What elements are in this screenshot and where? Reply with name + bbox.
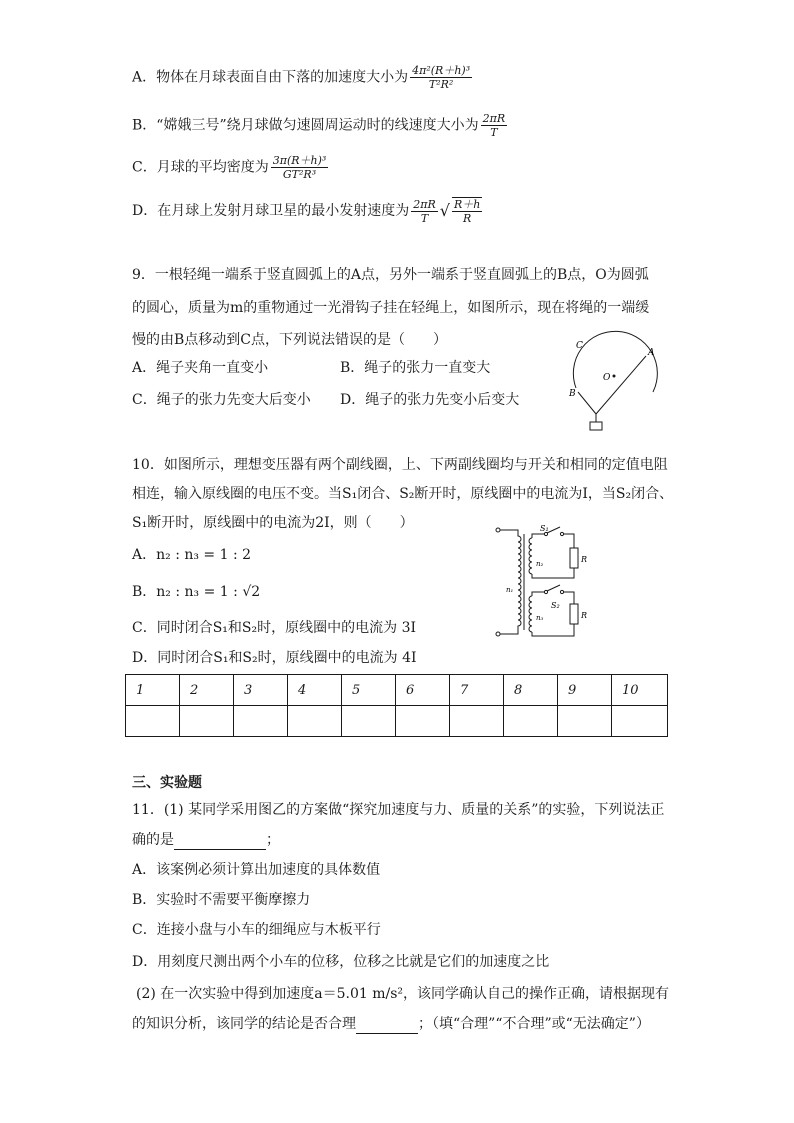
label-s2: S₂ bbox=[551, 601, 560, 610]
q8-option-b bbox=[132, 112, 509, 139]
answer-header-cell: 1 bbox=[126, 675, 180, 706]
q9-stem-line2: 的圆心，质量为m的重物通过一光滑钩子挂在轻绳上，如图所示，现在将绳的一端缓 bbox=[132, 300, 650, 316]
upper-wire-top-right bbox=[564, 534, 574, 548]
switch-s2-contact bbox=[560, 590, 563, 593]
lower-wire-top-right bbox=[564, 592, 574, 604]
answer-table bbox=[125, 674, 668, 737]
answer-cell[interactable] bbox=[396, 706, 450, 737]
lower-wire-bottom bbox=[532, 624, 574, 636]
q11-answer-blank-2[interactable] bbox=[356, 1019, 418, 1034]
q10-option-c: C．同时闭合S₁和S₂时，原线圈中的电流为 3I bbox=[132, 620, 417, 636]
label-n1: n₁ bbox=[506, 586, 514, 594]
label-r-upper: R bbox=[581, 555, 588, 564]
answer-cell[interactable] bbox=[450, 706, 504, 737]
q8-option-b-text: B．“嫦娥三号”绕月球做匀速圆周运动时的线速度大小为 bbox=[132, 117, 479, 134]
circular-arc bbox=[573, 331, 657, 392]
q11-option-b: B．实验时不需要平衡摩擦力 bbox=[132, 892, 311, 908]
q8-option-b-fraction: $\frac{2\pi R}{T}$ bbox=[482, 112, 506, 139]
answer-cell[interactable] bbox=[342, 706, 396, 737]
label-a: A bbox=[648, 348, 655, 358]
q8-option-d-fraction: $\frac{2\pi R}{T}$ bbox=[413, 197, 436, 225]
q10-option-d: D．同时闭合S₁和S₂时，原线圈中的电流为 4I bbox=[132, 650, 417, 666]
answer-cell[interactable] bbox=[558, 706, 612, 737]
answer-header-cell: 2 bbox=[180, 675, 234, 706]
q11-option-d: D．用刻度尺测出两个小车的位移，位移之比就是它们的加速度之比 bbox=[132, 954, 550, 970]
q8-option-d-root: $\frac{R+h}{R}$ bbox=[453, 198, 481, 225]
answer-header-cell: 7 bbox=[450, 675, 504, 706]
q8-option-a-fraction: $\frac{\text{4π²(R＋h)³}}{\text{T²R²}}$ bbox=[412, 64, 471, 91]
answer-header-cell: 8 bbox=[504, 675, 558, 706]
center-point bbox=[613, 375, 616, 378]
q9-option-d: D．绳子的张力先变小后变大 bbox=[340, 392, 520, 408]
q10-stem-line1: 10．如图所示，理想变压器有两个副线圈，上、下两副线圈均与开关和相同的定值电阻 bbox=[132, 457, 668, 473]
label-n2: n₂ bbox=[536, 560, 544, 568]
upper-wire-bottom bbox=[532, 568, 574, 578]
rope-left bbox=[578, 392, 596, 414]
primary-coil bbox=[500, 530, 521, 634]
q9-stem-line1: 9．一根轻绳一端系于竖直圆弧上的A点，另外一端系于竖直圆弧上的B点，O为圆弧 bbox=[132, 267, 649, 283]
answer-cell[interactable] bbox=[234, 706, 288, 737]
q9-option-b: B．绳子的张力一直变大 bbox=[340, 360, 491, 376]
label-r-lower: R bbox=[581, 611, 588, 620]
label-n3: n₃ bbox=[536, 614, 544, 622]
q9-option-c: C．绳子的张力先变大后变小 bbox=[132, 392, 311, 408]
q8-option-c-fraction: $\frac{\text{3π(R＋h)³}}{\text{GT²R³}}$ bbox=[272, 154, 327, 181]
switch-s2-blade bbox=[547, 585, 560, 591]
answer-cell[interactable] bbox=[126, 706, 180, 737]
q8-option-c-text: C．月球的平均密度为 bbox=[132, 159, 269, 176]
answer-header-cell: 6 bbox=[396, 675, 450, 706]
q11-answer-blank-1[interactable] bbox=[174, 835, 266, 850]
q11-option-c: C．连接小盘与小车的细绳应与木板平行 bbox=[132, 922, 381, 938]
q11-stem-line1: 11．(1) 某同学采用图乙的方案做“探究加速度与力、质量的关系”的实验，下列说法正 bbox=[132, 802, 665, 818]
label-c: C bbox=[576, 341, 583, 351]
answer-cell[interactable] bbox=[504, 706, 558, 737]
sqrt-symbol: √ bbox=[439, 201, 450, 220]
q8-option-d bbox=[132, 197, 484, 225]
q10-option-a: A．n₂ : n₃ = 1 : 2 bbox=[132, 547, 252, 563]
answer-cell[interactable] bbox=[288, 706, 342, 737]
answer-header-cell: 9 bbox=[558, 675, 612, 706]
input-terminal-top bbox=[496, 528, 500, 532]
answer-table-answer-row bbox=[126, 706, 668, 737]
q10-stem-line2: 相连，输入原线圈的电压不变。当S₁闭合、S₂断开时，原线圈中的电流为I，当S₂闭合、 bbox=[132, 486, 674, 502]
q8-option-c bbox=[132, 154, 330, 181]
answer-cell[interactable] bbox=[612, 706, 668, 737]
answer-cell[interactable] bbox=[180, 706, 234, 737]
secondary-coil-lower bbox=[529, 596, 532, 632]
rope-right bbox=[596, 356, 646, 414]
q10-stem-line3: S₁断开时，原线圈中的电流为2I，则（ ） bbox=[132, 515, 414, 531]
section-title: 三、实验题 bbox=[132, 775, 202, 791]
label-o: O bbox=[603, 373, 611, 383]
q10-option-b: B．n₂ : n₃ = 1 : √2 bbox=[132, 584, 261, 600]
q8-option-a bbox=[132, 64, 474, 91]
q8-option-d-text: D．在月球上发射月球卫星的最小发射速度为 bbox=[132, 203, 410, 219]
q9-option-a: A．绳子夹角一直变小 bbox=[132, 360, 269, 376]
label-b: B bbox=[569, 389, 576, 399]
q11-stem-line2: 确的是 ； bbox=[132, 832, 280, 848]
transformer-circuit-diagram bbox=[492, 522, 592, 644]
switch-s1-blade bbox=[547, 527, 560, 533]
resistor-upper bbox=[570, 548, 578, 568]
q9-stem-line3: 慢的由B点移动到C点，下列说法错误的是（ ） bbox=[132, 332, 447, 348]
answer-header-cell: 3 bbox=[234, 675, 288, 706]
switch-s1-contact bbox=[560, 532, 563, 535]
q11-part2-line2: 的知识分析，该同学的结论是否合理 ；（填“合理”“不合理”或“无法确定”） bbox=[132, 1016, 650, 1032]
q8-option-a-text: A．物体在月球表面自由下落的加速度大小为 bbox=[132, 69, 409, 86]
arc-rope-diagram bbox=[560, 330, 670, 435]
lower-wire-top-left bbox=[532, 592, 544, 596]
weight-block bbox=[590, 422, 602, 430]
q11-option-a: A．该案例必须计算出加速度的具体数值 bbox=[132, 862, 381, 878]
resistor-lower bbox=[570, 604, 578, 624]
input-terminal-bottom bbox=[496, 632, 500, 636]
secondary-coil-upper bbox=[529, 538, 532, 574]
label-s1: S₁ bbox=[540, 524, 549, 533]
answer-header-cell: 10 bbox=[612, 675, 668, 706]
answer-header-cell: 4 bbox=[288, 675, 342, 706]
q11-part2-line1: (2) 在一次实验中得到加速度a＝5.01 m/s²，该同学确认自己的操作正确，请根据现有 bbox=[136, 986, 670, 1002]
answer-table-header-row bbox=[126, 675, 668, 706]
upper-wire-top-left bbox=[532, 534, 544, 538]
answer-header-cell: 5 bbox=[342, 675, 396, 706]
